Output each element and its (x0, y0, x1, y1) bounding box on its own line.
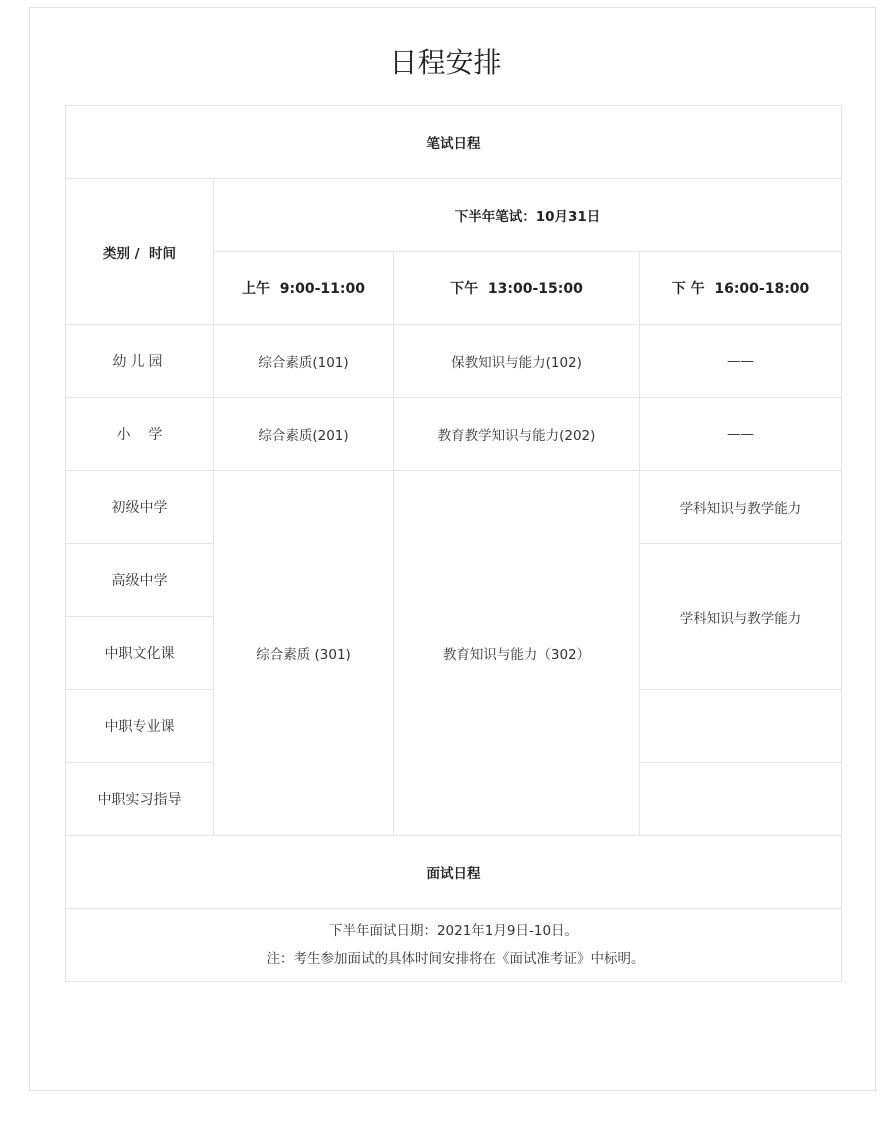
subject-cell: 综合素质(101) (214, 325, 394, 398)
subject-cell: 综合素质(201) (214, 398, 394, 471)
subject-cell-secondary-2: 教育知识与能力（302） (394, 471, 640, 836)
subject-cell: 教育教学知识与能力(202) (394, 398, 640, 471)
interview-date-line: 下半年面试日期：2021年1月9日-10日。 (328, 923, 579, 939)
subject-cell: 保教知识与能力(102) (394, 325, 640, 398)
subject-cell-secondary-1: 综合素质 (301) (214, 471, 394, 836)
category-vocational-practice: 中职实习指导 (66, 763, 214, 836)
category-senior-high: 高级中学 (66, 544, 214, 617)
category-vocational-major: 中职专业课 (66, 690, 214, 763)
interview-note-line: 注：考生参加面试的具体时间安排将在《面试准考证》中标明。 (266, 951, 645, 967)
table-row (66, 471, 842, 544)
empty-cell (640, 690, 842, 763)
subject-cell: 学科知识与教学能力 (640, 471, 842, 544)
time-slot-morning: 上午 9:00-11:00 (214, 252, 394, 325)
subject-cell: —— (640, 398, 842, 471)
category-junior-high: 初级中学 (66, 471, 214, 544)
written-section-title: 笔试日程 (66, 106, 842, 179)
time-slot-late-afternoon: 下 午 16:00-18:00 (640, 252, 842, 325)
time-slot-afternoon: 下午 13:00-15:00 (394, 252, 640, 325)
category-primary: 小 学 (66, 398, 214, 471)
date-header-row (66, 179, 842, 252)
table-row (66, 398, 842, 471)
interview-section-title: 面试日程 (66, 836, 842, 909)
interview-notes (66, 909, 842, 982)
category-time-header: 类别 / 时间 (66, 179, 214, 325)
schedule-table (65, 105, 842, 982)
subject-cell: 学科知识与教学能力 (640, 544, 842, 690)
page-title: 日程安排 (389, 46, 502, 79)
written-section-row (66, 106, 842, 179)
subject-cell: —— (640, 325, 842, 398)
category-kindergarten: 幼儿园 (66, 325, 214, 398)
table-row (66, 325, 842, 398)
empty-cell (640, 763, 842, 836)
interview-notes-row (66, 909, 842, 982)
written-date-header: 下半年笔试：10月31日 (214, 179, 842, 252)
category-vocational-culture: 中职文化课 (66, 617, 214, 690)
interview-section-row (66, 836, 842, 909)
